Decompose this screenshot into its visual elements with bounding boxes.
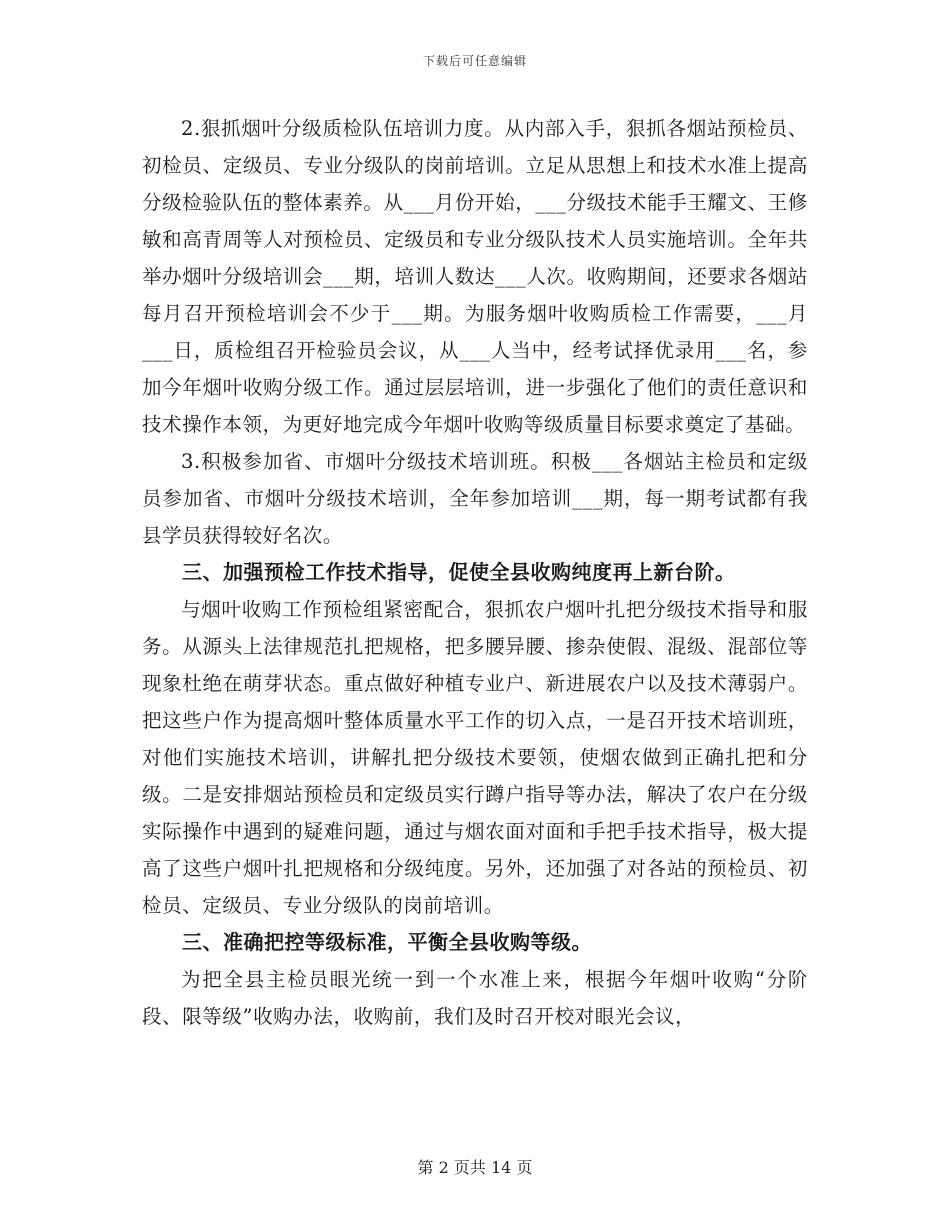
page-header: 下载后可任意编辑 [422,54,527,68]
document-body [142,110,808,1035]
page-footer: 第 2 页共 14 页 [417,1158,533,1177]
section-heading-grade-standard: 三、准确把控等级标准，平衡全县收购等级。 [182,930,592,954]
paragraph-grade-standard: 为把全县主检员眼光统一到一个水准上来，根据今年烟叶收购“分阶段、限等级”收购办法，收购前，我们及时召开校对眼光会议， [142,968,808,1028]
paragraph-preinspection: 与烟叶收购工作预检组紧密配合，狠抓农户烟叶扎把分级技术指导和服务。从源头上法律规范扎把规格，把多腰异腰、掺杂使假、混级、混部位等现象杜绝在萌芽状态。重点做好种植专业户、新进展农户以及技术薄弱户。把这些户作为提高烟叶整体质量水平工作的切入点，一是召开技术培训班，对他们实施技术培训，讲解扎把分级技术要领，使烟农做到正确扎把和分级。二是安排烟站预检员和定级员实行蹲户指导等办法，解决了农户在分级实际操作中遇到的疑难问题，通过与烟农面对面和手把手技术指导，极大提高了这些户烟叶扎把规格和分级纯度。另外，还加强了对各站的预检员、初检员、定级员、专业分级队的岗前培训。 [142,598,808,917]
paragraph-training-team: 2.狠抓烟叶分级质检队伍培训力度。从内部入手，狠抓各烟站预检员、初检员、定级员、专业分级队的岗前培训。立足从思想上和技术水准上提高分级检验队伍的整体素养。从___月份开始，___分级技术能手王耀文、王修敏和高青周等人对预检员、定级员和专业分级队技术人员实施培训。全年共举办烟叶分级培训会___期，培训人数达___人次。收购期间，还要求各烟站每月召开预检培训会不少于___期。为服务烟叶收购质检工作需要，___月___日，质检组召开检验员会议，从___人当中，经考试择优录用___名，参加今年烟叶收购分级工作。通过层层培训，进一步强化了他们的责任意识和技术操作本领，为更好地完成今年烟叶收购等级质量目标要求奠定了基础。 [142,117,808,436]
section-heading-preinspection: 三、加强预检工作技术指导，促使全县收购纯度再上新台阶。 [182,560,736,584]
paragraph-provincial-training: 3.积极参加省、市烟叶分级技术培训班。积极___各烟站主检员和定级员参加省、市烟叶分级技术培训，全年参加培训___期，每一期考试都有我县学员获得较好名次。 [142,450,808,547]
